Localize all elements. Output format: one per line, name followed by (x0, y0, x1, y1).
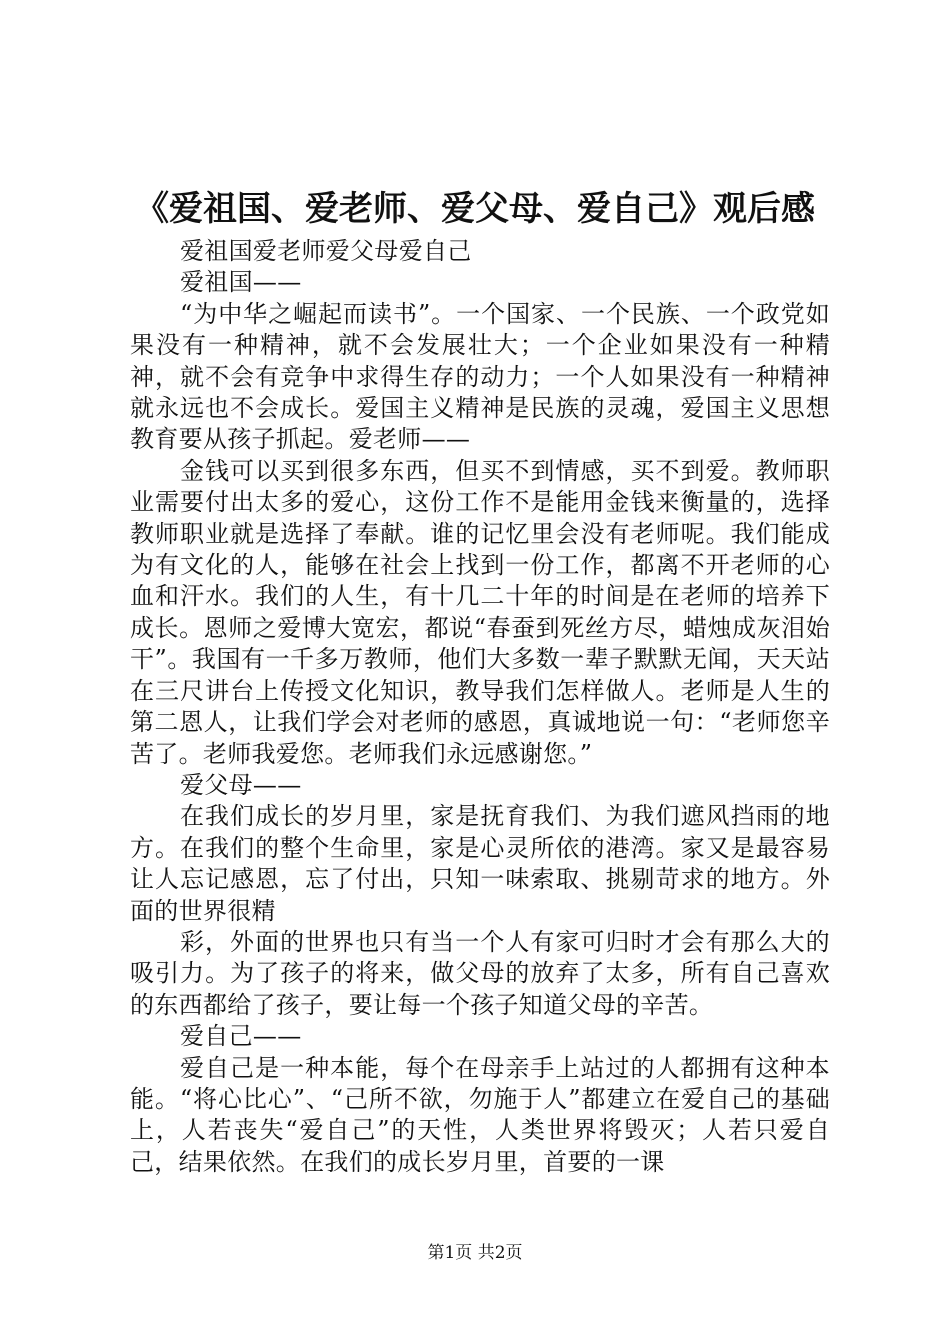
page-indicator: 第1页 共2页 (427, 1243, 523, 1263)
document-title: 《爱祖国、爱老师、爱父母、爱自己》观后感 (135, 189, 815, 229)
section-heading-self: 爱自己—— (180, 1022, 302, 1051)
paragraph-self: 爱自己是一种本能，每个在母亲手上站过的人都拥有这种本能。“将心比心”、“己所不欲，勿施于人”都建立在爱自己的基础上，人若丧失“爱自己”的天性，人类世界将毁灭；人若只爱自己，结果依然。在我们的成长岁月里，首要的一课 (130, 1053, 830, 1176)
document-body (130, 236, 830, 1178)
section-heading-parents: 爱父母—— (180, 770, 302, 799)
paragraph-parents: 在我们成长的岁月里，家是抚育我们、为我们遮风挡雨的地方。在我们的整个生命里，家是心灵所依的港湾。家又是最容易让人忘记感恩，忘了付出，只知一味索取、挑剔苛求的地方。外面的世界很精 (130, 802, 830, 925)
paragraph-teacher: 金钱可以买到很多东西，但买不到情感，买不到爱。教师职业需要付出太多的爱心，这份工作不是能用金钱来衡量的，选择教师职业就是选择了奉献。谁的记忆里会没有老师呢。我们能成为有文化的人，能够在社会上找到一份工作，都离不开老师的心血和汗水。我们的人生，有十几二十年的时间是在老师的培养下成长。恩师之爱博大宽宏，都说“春蚕到死丝方尽，蜡烛成灰泪始干”。我国有一千多万教师，他们大多数一辈子默默无闻，天天站在三尺讲台上传授文化知识，教导我们怎样做人。老师是人生的第二恩人，让我们学会对老师的感恩，真诚地说一句：“老师您辛苦了。老师我爱您。老师我们永远感谢您。” (130, 456, 830, 768)
paragraph-parents-continued: 彩，外面的世界也只有当一个人有家可归时才会有那么大的吸引力。为了孩子的将来，做父母的放弃了太多，所有自己喜欢的东西都给了孩子，要让每一个孩子知道父母的辛苦。 (130, 927, 830, 1019)
paragraph-heading: 爱祖国爱老师爱父母爱自己 (180, 237, 472, 265)
section-heading-motherland: 爱祖国—— (180, 268, 302, 297)
paragraph-motherland: “为中华之崛起而读书”。一个国家、一个民族、一个政党如果没有一种精神，就不会发展壮大；一个企业如果没有一种精神，就不会有竞争中求得生存的动力；一个人如果没有一种精神就永远也不会成长。爱国主义精神是民族的灵魂，爱国主义思想教育要从孩子抓起。爱老师—— (130, 299, 830, 454)
